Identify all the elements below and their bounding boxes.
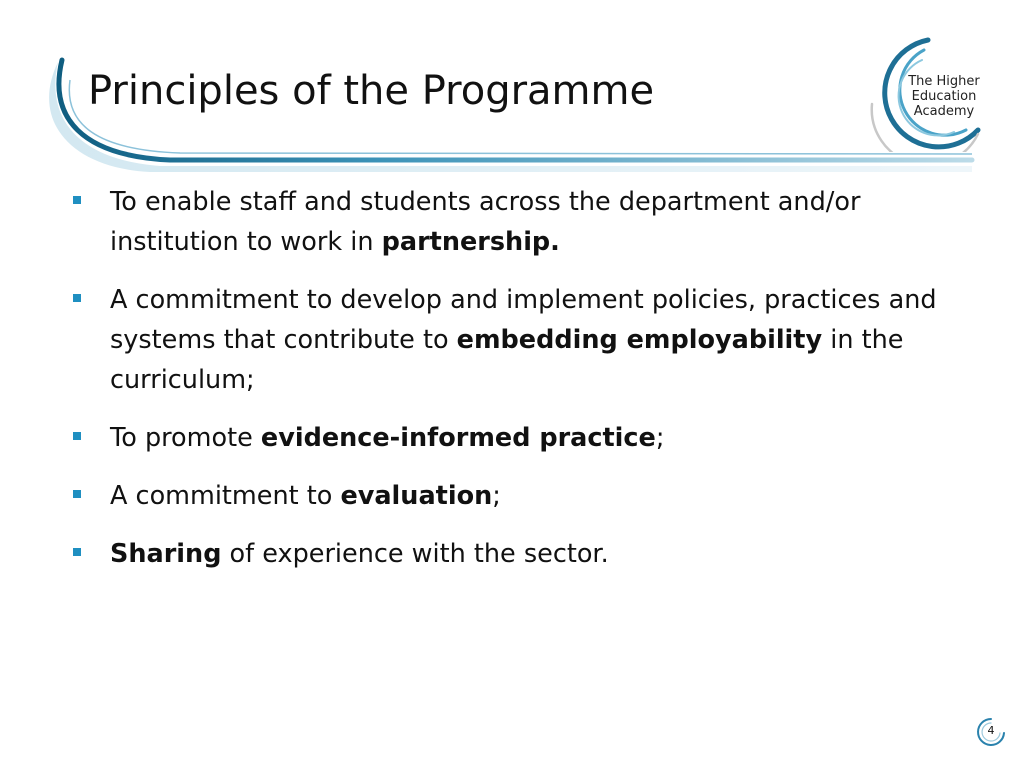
logo-line-2: Education: [911, 89, 977, 104]
bullet-text-tail: ;: [655, 423, 665, 453]
bullet-item: [70, 418, 970, 458]
bullet-text: To enable staff and students across the department and/or institution to work in: [110, 187, 861, 257]
square-bullet-icon: [73, 548, 81, 556]
bullet-item: [70, 182, 970, 262]
bullet-text-tail: in the curriculum;: [110, 325, 904, 395]
bullet-text: A commitment to: [110, 481, 341, 511]
bullet-item: [70, 280, 970, 400]
square-bullet-icon: [73, 432, 81, 440]
bullet-text-tail: ;: [492, 481, 501, 511]
bullet-item: [70, 534, 970, 574]
square-bullet-icon: [73, 196, 81, 204]
bullet-emphasis: evidence-informed practice: [260, 423, 656, 453]
bullet-list: [70, 182, 970, 592]
square-bullet-icon: [73, 294, 81, 302]
logo-line-1: The Higher: [908, 74, 980, 89]
bullet-text-tail: of experience with the sector.: [221, 539, 609, 569]
bullet-emphasis: embedding employability: [456, 325, 823, 355]
bullet-item: [70, 476, 970, 516]
hea-logo: [866, 34, 982, 152]
bullet-emphasis: evaluation: [340, 481, 493, 511]
page-number: 4: [987, 724, 995, 737]
bullet-emphasis: Sharing: [110, 539, 222, 569]
bullet-text: To promote: [110, 423, 261, 453]
page-number-badge: [975, 716, 1007, 748]
slide-title: Principles of the Programme: [88, 68, 655, 114]
logo-line-3: Academy: [913, 104, 975, 119]
logo-wordmark: [904, 74, 984, 119]
square-bullet-icon: [73, 490, 81, 498]
bullet-text: A commitment to develop and implement policies, practices and systems that contribute to: [110, 285, 937, 355]
bullet-emphasis: partnership.: [381, 227, 560, 257]
